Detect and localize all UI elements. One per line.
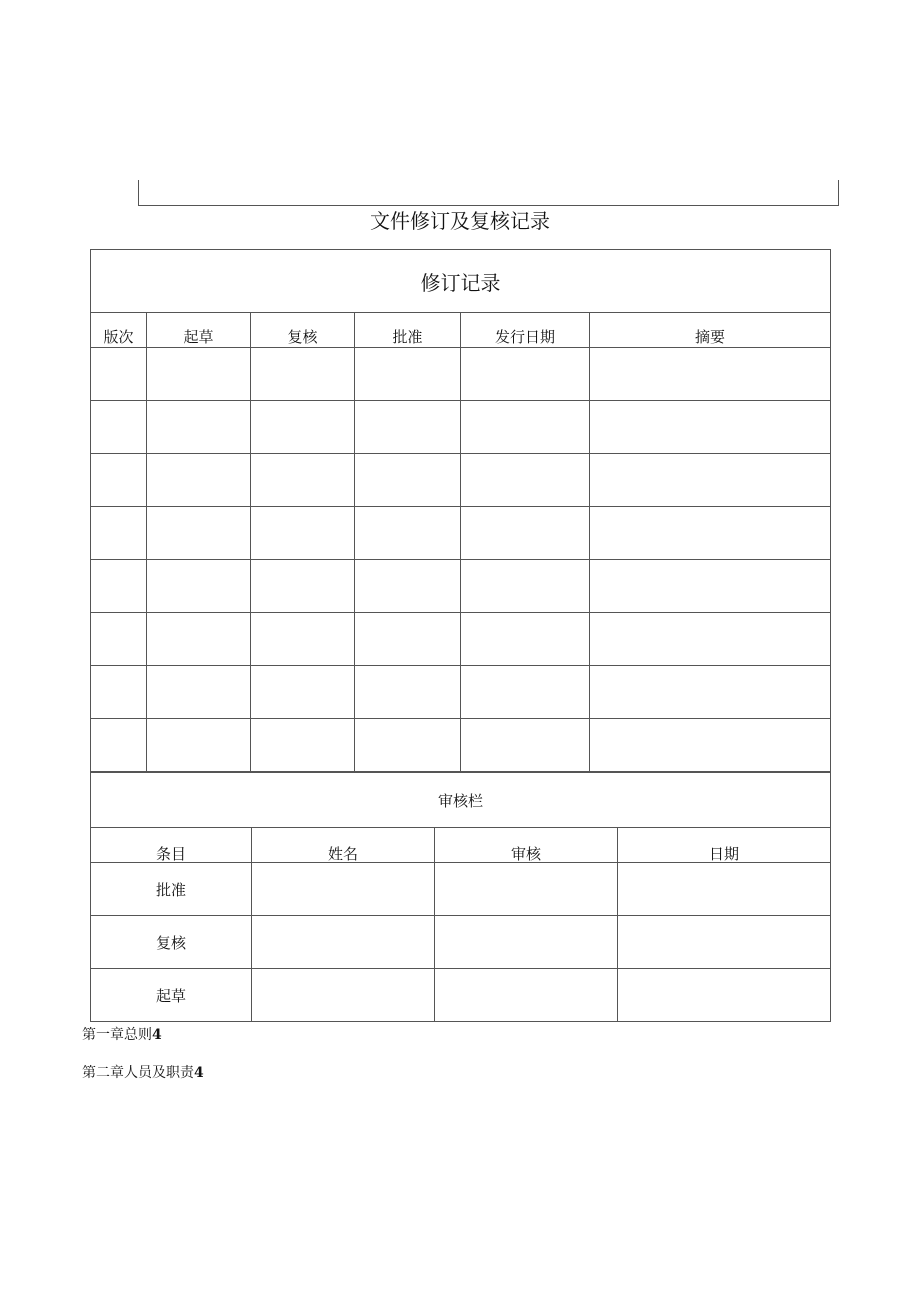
table-cell[interactable] xyxy=(91,666,147,719)
toc-page: 4 xyxy=(194,1065,204,1081)
table-cell[interactable] xyxy=(251,401,355,454)
table-cell[interactable] xyxy=(147,613,251,666)
table-row xyxy=(91,863,831,916)
header-frame xyxy=(138,180,839,206)
review-item-label: 复核 xyxy=(91,916,252,969)
review-item-label: 起草 xyxy=(91,969,252,1022)
table-cell[interactable] xyxy=(461,666,590,719)
table-cell[interactable] xyxy=(461,401,590,454)
table-cell[interactable] xyxy=(590,454,831,507)
table-cell[interactable] xyxy=(251,666,355,719)
table-cell[interactable] xyxy=(147,507,251,560)
table-cell[interactable] xyxy=(435,969,618,1022)
table-cell[interactable] xyxy=(461,348,590,401)
table-cell[interactable] xyxy=(355,401,461,454)
table-cell[interactable] xyxy=(147,560,251,613)
table-cell[interactable] xyxy=(91,348,147,401)
col-header-review: 审核 xyxy=(435,828,618,863)
table-cell[interactable] xyxy=(91,560,147,613)
col-header-check: 复核 xyxy=(251,313,355,348)
table-cell[interactable] xyxy=(618,969,831,1022)
table-cell[interactable] xyxy=(251,348,355,401)
table-row xyxy=(91,348,831,401)
table-row xyxy=(91,719,831,772)
table-cell[interactable] xyxy=(435,863,618,916)
table-cell[interactable] xyxy=(251,454,355,507)
toc-entry[interactable] xyxy=(82,1025,162,1045)
table-cell[interactable] xyxy=(91,401,147,454)
toc-label: 第一章总则 xyxy=(82,1027,152,1043)
table-cell[interactable] xyxy=(355,666,461,719)
toc-label: 第二章人员及职责 xyxy=(82,1065,194,1081)
table-row xyxy=(91,969,831,1022)
table-cell[interactable] xyxy=(355,613,461,666)
table-cell[interactable] xyxy=(252,969,435,1022)
col-header-approve: 批准 xyxy=(355,313,461,348)
table-row xyxy=(91,454,831,507)
table-cell[interactable] xyxy=(355,507,461,560)
table-cell[interactable] xyxy=(147,666,251,719)
table-cell[interactable] xyxy=(252,916,435,969)
table-cell[interactable] xyxy=(91,719,147,772)
review-table xyxy=(90,772,831,1022)
table-cell[interactable] xyxy=(590,719,831,772)
table-cell[interactable] xyxy=(355,348,461,401)
table-cell[interactable] xyxy=(461,507,590,560)
table-row xyxy=(91,613,831,666)
table-cell[interactable] xyxy=(147,719,251,772)
table-cell[interactable] xyxy=(435,916,618,969)
table-cell[interactable] xyxy=(461,719,590,772)
table-row xyxy=(91,560,831,613)
toc-entry[interactable] xyxy=(82,1063,204,1083)
table-row xyxy=(91,666,831,719)
table-cell[interactable] xyxy=(461,560,590,613)
col-header-item: 条目 xyxy=(91,828,252,863)
table-cell[interactable] xyxy=(355,719,461,772)
col-header-draft: 起草 xyxy=(147,313,251,348)
review-table-title: 审核栏 xyxy=(91,773,831,828)
table-cell[interactable] xyxy=(251,560,355,613)
document-title: 文件修订及复核记录 xyxy=(370,209,550,233)
table-cell[interactable] xyxy=(590,401,831,454)
revision-record-table xyxy=(90,249,831,772)
table-cell[interactable] xyxy=(461,454,590,507)
col-header-version: 版次 xyxy=(91,313,147,348)
table-cell[interactable] xyxy=(91,613,147,666)
table-cell[interactable] xyxy=(251,719,355,772)
table-row xyxy=(91,507,831,560)
col-header-issue-date: 发行日期 xyxy=(461,313,590,348)
table-cell[interactable] xyxy=(147,348,251,401)
col-header-date: 日期 xyxy=(618,828,831,863)
table-cell[interactable] xyxy=(590,560,831,613)
review-item-label: 批准 xyxy=(91,863,252,916)
table-row xyxy=(91,916,831,969)
table-cell[interactable] xyxy=(590,613,831,666)
table-cell[interactable] xyxy=(618,863,831,916)
col-header-name: 姓名 xyxy=(252,828,435,863)
table-cell[interactable] xyxy=(251,507,355,560)
table-cell[interactable] xyxy=(355,560,461,613)
table-cell[interactable] xyxy=(251,613,355,666)
table-cell[interactable] xyxy=(590,666,831,719)
toc-page: 4 xyxy=(152,1027,162,1043)
table-cell[interactable] xyxy=(355,454,461,507)
table-cell[interactable] xyxy=(147,401,251,454)
table-cell[interactable] xyxy=(590,348,831,401)
table-cell[interactable] xyxy=(590,507,831,560)
table-cell[interactable] xyxy=(91,507,147,560)
revision-table-title: 修订记录 xyxy=(91,250,831,313)
col-header-summary: 摘要 xyxy=(590,313,831,348)
table-row xyxy=(91,401,831,454)
table-cell[interactable] xyxy=(618,916,831,969)
table-cell[interactable] xyxy=(147,454,251,507)
table-cell[interactable] xyxy=(91,454,147,507)
table-cell[interactable] xyxy=(461,613,590,666)
table-cell[interactable] xyxy=(252,863,435,916)
